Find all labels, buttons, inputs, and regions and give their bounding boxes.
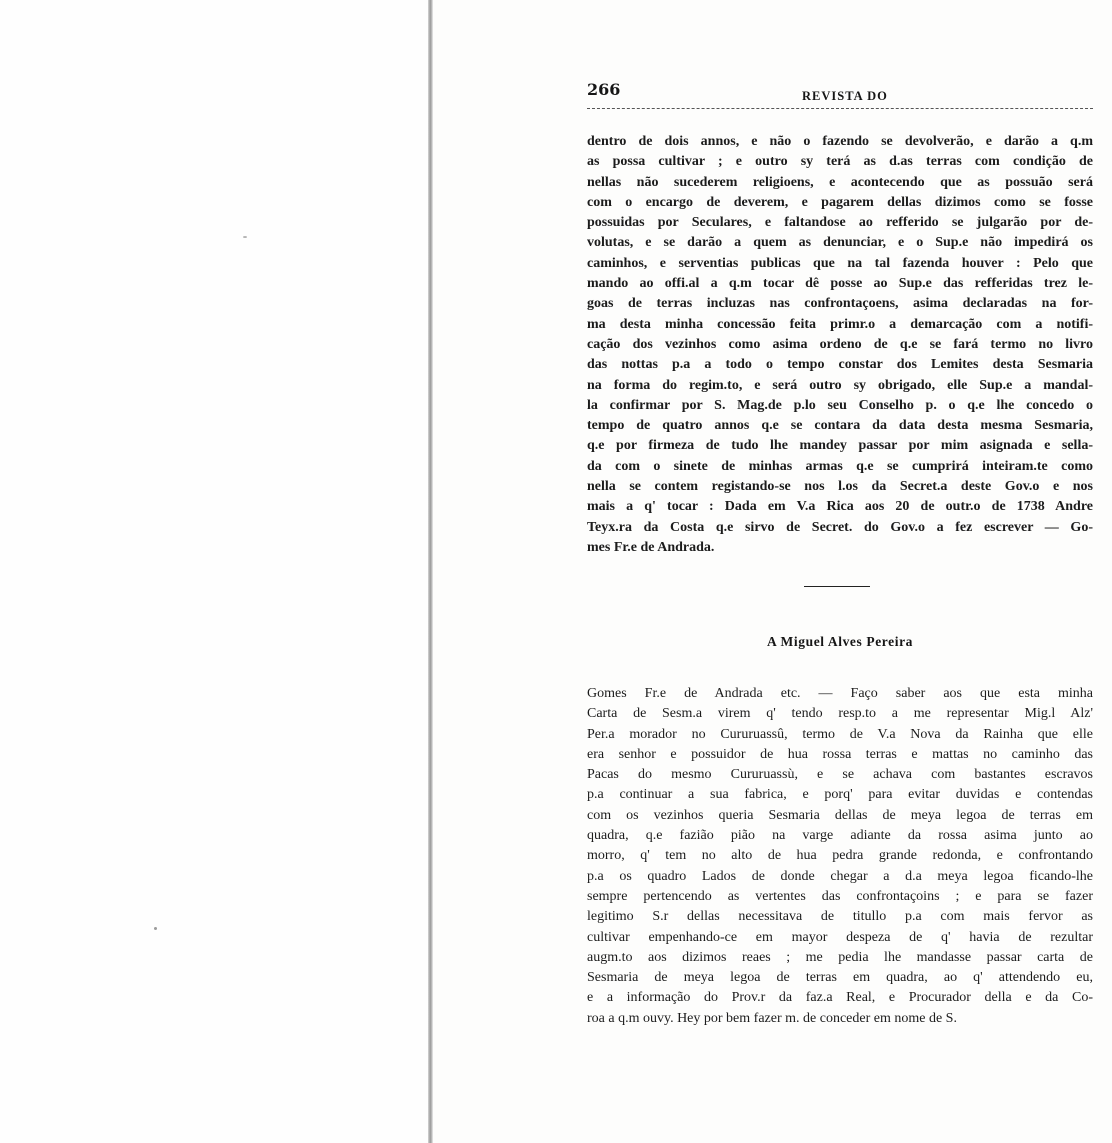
text-line: das nottas p.a a todo o tempo constar dos Lemites desta Sesmaria bbox=[587, 357, 1093, 373]
text-line: cultivar empenhando-ce em mayor despeza de q' havia de rezultar bbox=[587, 929, 1093, 945]
text-line: possuidas por Seculares, e faltandose ao refferido se julgarão por de- bbox=[587, 215, 1093, 231]
text-line: volutas, e se darão a quem as denunciar, e o Sup.e não impedirá os bbox=[587, 235, 1093, 251]
text-line: caminhos, e serventias publicas que na tal fazenda houver : Pelo que bbox=[587, 255, 1093, 271]
text-line: legitimo S.r dellas necessitava de titullo p.a com mais fervor as bbox=[587, 909, 1093, 925]
running-head-title: REVISTA DO bbox=[802, 89, 888, 103]
text-line: mes Fr.e de Andrada. bbox=[587, 539, 715, 555]
text-line: la confirmar por S. Mag.de p.lo seu Conselho p. o q.e lhe concedo o bbox=[587, 397, 1093, 413]
text-line: mais a q' tocar : Dada em V.a Rica aos 20 de outr.o de 1738 Andre bbox=[587, 499, 1093, 515]
blank-left-page bbox=[0, 0, 432, 1143]
text-line: da com o sinete de minhas armas q.e se cumprirá inteiram.te como bbox=[587, 458, 1093, 474]
text-line: Pacas do mesmo Cururuassù, e se achava com bastantes escravos bbox=[587, 767, 1093, 783]
text-line: nellas não sucederem religioens, e acontecendo que as possuão será bbox=[587, 174, 1093, 190]
text-line: mando ao offi.al a q.m tocar dê posse ao Sup.e das refferidas trez le- bbox=[587, 276, 1093, 292]
page-number: 266 bbox=[587, 80, 621, 99]
text-line: Sesmaria de meya legoa de terras em quadra, ao q' attendendo eu, bbox=[587, 970, 1093, 986]
text-line: Per.a morador no Cururuassû, termo de V.a Nova da Rainha que elle bbox=[587, 726, 1093, 742]
text-line: Gomes Fr.e de Andrada etc. — Faço saber aos que esta minha bbox=[587, 686, 1093, 701]
text-line: nella se contem registando-se nos l.os da Secret.a deste Gov.o e nos bbox=[587, 479, 1093, 495]
paper-speck bbox=[243, 236, 247, 238]
document-body-part-2 bbox=[587, 684, 1093, 1029]
running-head bbox=[587, 80, 1093, 108]
text-line: p.a continuar a sua fabrica, e porq' para evitar duvidas e contendas bbox=[587, 787, 1093, 803]
text-line: roa a q.m ouvy. Hey por bem fazer m. de conceder em nome de S. bbox=[587, 1010, 957, 1026]
header-rule bbox=[587, 108, 1093, 109]
text-line: dentro de dois annos, e não o fazendo se devolverão, e darão a q.m bbox=[587, 134, 1093, 149]
text-line: com o encargo de deverem, e pagarem dellas dizimos como se fosse bbox=[587, 194, 1093, 210]
text-line: goas de terras incluzas nas confrontaçoens, asima declaradas na for- bbox=[587, 296, 1093, 312]
text-line: ma desta minha concessão feita primr.o a demarcação com a notifi- bbox=[587, 316, 1093, 332]
section-divider bbox=[804, 586, 870, 587]
text-line: Teyx.ra da Costa q.e sirvo de Secret. do Gov.o a fez escrever — Go- bbox=[587, 519, 1093, 535]
text-line: p.a os quadro Lados de donde chegar a d.a meya legoa ficando-lhe bbox=[587, 868, 1093, 884]
section-title: A Miguel Alves Pereira bbox=[766, 634, 914, 649]
text-line: q.e por firmeza de tudo lhe mandey passar por mim asignada e sella- bbox=[587, 438, 1093, 454]
text-line: Carta de Sesm.a virem q' tendo resp.to a me representar Mig.l Alz' bbox=[587, 706, 1093, 722]
paper-speck bbox=[154, 927, 157, 930]
text-line: quadra, q.e fazião pião na varge adiante da rossa asima junto ao bbox=[587, 828, 1093, 844]
text-line: era senhor e possuidor de hua rossa terras e mattas no caminho das bbox=[587, 746, 1093, 762]
text-line: tempo de quatro annos q.e se contara da data desta mesma Sesmaria, bbox=[587, 418, 1093, 434]
document-body-part-1 bbox=[587, 132, 1093, 558]
text-line: sempre pertencendo as vertentes das confrontaçoins ; e para se fazer bbox=[587, 888, 1093, 904]
text-line: morro, q' tem no alto de hua pedra grande redonda, e confrontando bbox=[587, 848, 1093, 864]
text-line: augm.to aos dizimos reaes ; me pedia lhe mandasse passar carta de bbox=[587, 949, 1093, 965]
text-line: e a informação do Prov.r da faz.a Real, e Procurador della e da Co- bbox=[587, 990, 1093, 1006]
text-line: com os vezinhos queria Sesmaria dellas de meya legoa de terras em bbox=[587, 807, 1093, 823]
text-line: cação dos vezinhos como asima ordeno de q.e se fará termo no livro bbox=[587, 336, 1093, 352]
text-line: as possa cultivar ; e outro sy terá as d.as terras com condição de bbox=[587, 154, 1093, 170]
text-line: na forma do regim.to, e será outro sy obrigado, elle Sup.e a mandal- bbox=[587, 377, 1093, 393]
